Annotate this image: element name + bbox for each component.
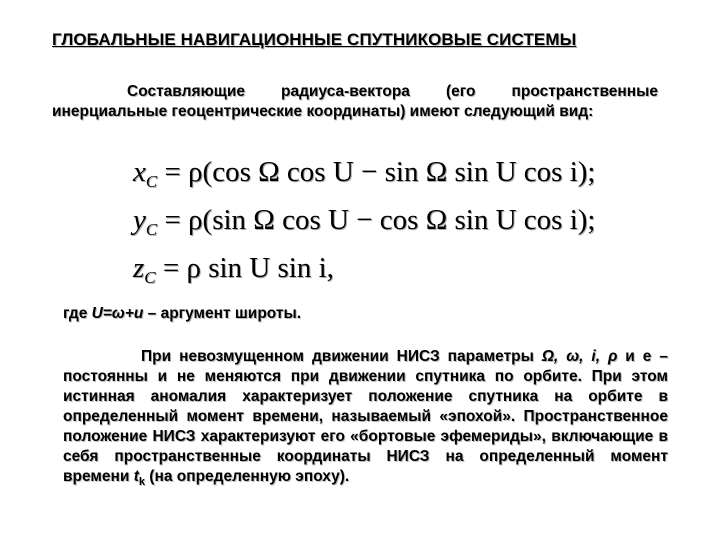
intro-paragraph: [52, 82, 658, 122]
formula-y-sub: C: [145, 220, 158, 239]
formula-z-sub: C: [144, 268, 156, 287]
para2-tk-sub: k: [138, 476, 145, 489]
formula-y-body: = ρ(sin Ω cos U − cos Ω sin U cos i);: [157, 204, 596, 236]
formula-y: [133, 196, 595, 244]
where-line: [63, 305, 663, 323]
formula-x-sub: C: [145, 172, 158, 191]
para2-text3: (на определенную эпоху).: [145, 468, 350, 485]
formula-x-body: = ρ(cos Ω cos U − sin Ω sin U cos i);: [157, 156, 596, 188]
formula-z-var: z: [133, 252, 145, 284]
para2-text1: При невозмущенном движении НИСЗ параметры: [141, 348, 542, 365]
page-title: ГЛОБАЛЬНЫЕ НАВИГАЦИОННЫЕ СПУТНИКОВЫЕ СИСТЕМЫ: [52, 30, 577, 49]
formula-z: [133, 244, 595, 292]
body-paragraph: [63, 347, 668, 492]
formula-x-var: x: [133, 156, 146, 188]
para2-params: Ω, ω, i, ρ: [541, 348, 618, 365]
formula-y-var: y: [133, 204, 146, 236]
where-expr: U=ω+u: [91, 305, 144, 322]
where-suffix: – аргумент широты.: [143, 305, 302, 322]
where-prefix: где: [63, 305, 92, 322]
formula-z-body: = ρ sin U sin i,: [155, 252, 334, 284]
intro-text: Составляющие радиуса-вектора (его пространственные инерциальные геоцентрические координаты) имеют следующий вид:: [52, 83, 658, 120]
formula-x: [133, 148, 595, 196]
para2-tk: t: [133, 468, 139, 485]
para2-text2: и e – постоянны и не меняются при движении спутника по орбите. При этом истинная аномалия характеризует положение спутника на орбите в определенный момент времени, называемый «эпохой». Пространственное положение НИСЗ характеризуют его «бортовые эфемериды», включающие в себя пространственные координаты НИСЗ на определенный момент времени: [63, 348, 668, 485]
formula-block: [133, 148, 595, 292]
